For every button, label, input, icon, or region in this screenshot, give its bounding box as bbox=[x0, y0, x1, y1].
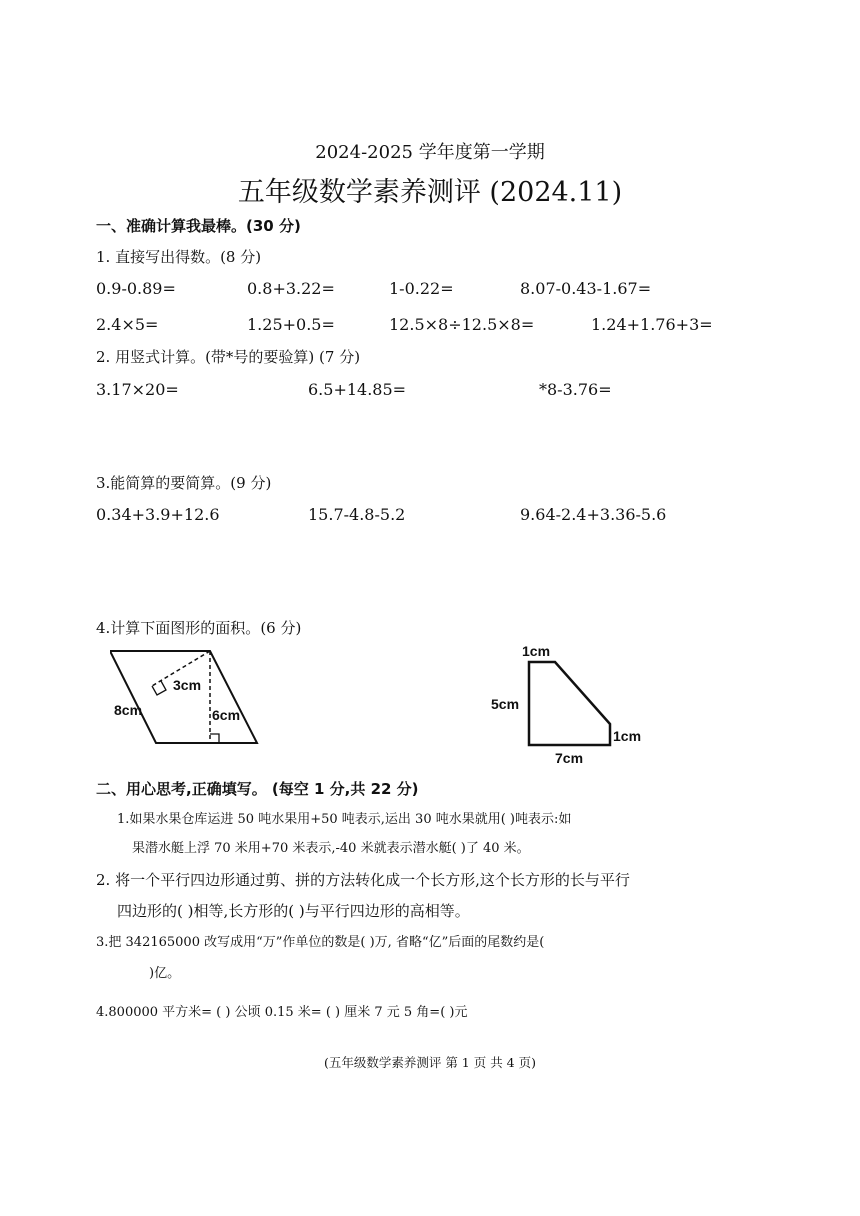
section-1-title: 一、准确计算我最棒。(30 分) bbox=[96, 217, 301, 235]
calc-item: 12.5×8÷12.5×8= bbox=[389, 315, 535, 334]
simplify-item: 9.64-2.4+3.36-5.6 bbox=[520, 505, 667, 524]
calc-item: 2.4×5= bbox=[96, 315, 159, 334]
section-2-title: 二、用心思考,正确填写。 (每空 1 分,共 22 分) bbox=[96, 780, 419, 798]
calc-item: 0.8+3.22= bbox=[247, 279, 335, 298]
fill-question-4: 4.800000 平方米= ( ) 公顷 0.15 米= ( ) 厘米 7 元 5 角=( )元 bbox=[96, 1005, 468, 1020]
calc-item: 0.9-0.89= bbox=[96, 279, 176, 298]
simplify-item: 15.7-4.8-5.2 bbox=[308, 505, 406, 524]
vertical-calc-item: *8-3.76= bbox=[539, 380, 612, 399]
simplify-item: 0.34+3.9+12.6 bbox=[96, 505, 220, 524]
parallelogram-base-label: 6cm bbox=[212, 707, 241, 723]
question-3-title: 3.能简算的要简算。(9 分) bbox=[96, 474, 272, 492]
fill-question-1-line-1: 1.如果水果仓库运进 50 吨水果用+50 吨表示,运出 30 吨水果就用( )吨表示:如 bbox=[117, 812, 572, 827]
trapezoid-figure bbox=[488, 640, 658, 768]
calc-item: 8.07-0.43-1.67= bbox=[520, 279, 652, 298]
fill-question-1-line-2: 果潜水艇上浮 70 米用+70 米表示,-40 米就表示潜水艇( )了 40 米。 bbox=[132, 841, 530, 856]
page-footer: (五年级数学素养测评 第 1 页 共 4 页) bbox=[323, 1055, 536, 1070]
vertical-calc-item: 3.17×20= bbox=[96, 380, 179, 399]
question-2-title: 2. 用竖式计算。(带*号的要验算) (7 分) bbox=[96, 348, 361, 366]
calc-item: 1.24+1.76+3= bbox=[591, 315, 713, 334]
trapezoid-right-label: 1cm bbox=[613, 728, 642, 744]
fill-question-2-line-2: 四边形的( )相等,长方形的( )与平行四边形的高相等。 bbox=[117, 902, 470, 920]
question-1-title: 1. 直接写出得数。(8 分) bbox=[96, 248, 262, 266]
parallelogram-height-label: 3cm bbox=[173, 677, 202, 693]
fill-question-2-line-1: 2. 将一个平行四边形通过剪、拼的方法转化成一个长方形,这个长方形的长与平行 bbox=[96, 871, 630, 889]
trapezoid-left-label: 5cm bbox=[491, 696, 520, 712]
trapezoid-top-label: 1cm bbox=[522, 643, 551, 659]
parallelogram-side-label: 8cm bbox=[114, 702, 143, 718]
question-4-title: 4.计算下面图形的面积。(6 分) bbox=[96, 619, 302, 637]
calc-item: 1.25+0.5= bbox=[247, 315, 335, 334]
parallelogram-figure bbox=[110, 640, 270, 752]
fill-question-3-line-1: 3.把 342165000 改写成用“万”作单位的数是( )万, 省略“亿”后面的尾数约是( bbox=[96, 935, 545, 950]
vertical-calc-item: 6.5+14.85= bbox=[308, 380, 407, 399]
calc-item: 1-0.22= bbox=[389, 279, 454, 298]
trapezoid-bottom-label: 7cm bbox=[555, 750, 584, 766]
exam-year-line: 2024-2025 学年度第一学期 bbox=[315, 142, 545, 163]
fill-question-3-line-2: )亿。 bbox=[149, 966, 181, 981]
exam-title: 五年级数学素养测评 (2024.11) bbox=[237, 177, 623, 208]
